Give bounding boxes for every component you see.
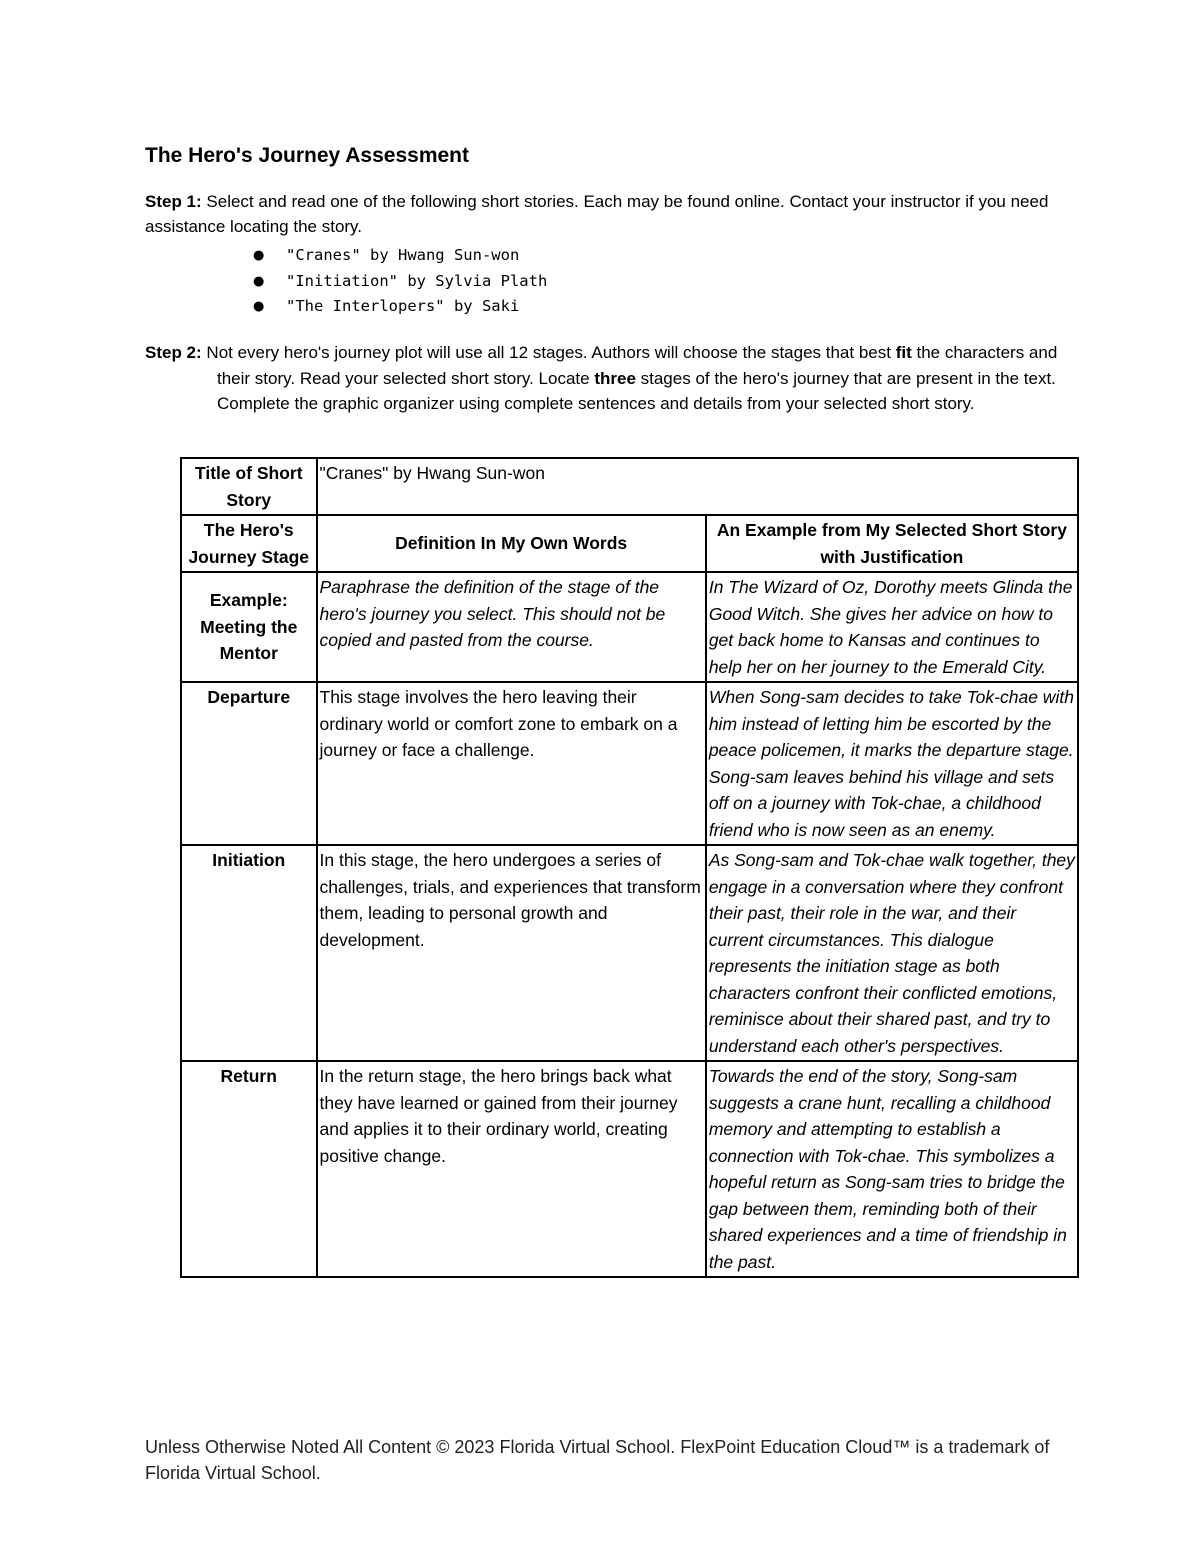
- example-cell: As Song-sam and Tok-chae walk together, they engage in a conversation where they confront their past, their role in the war, and their current circumstances. This dialogue represents the initiation stage as both characters confront their conflicted emotions, reminisce about their shared past, and try to understand each other's perspectives.: [706, 845, 1078, 1061]
- step-2-emphasis-three: three: [594, 368, 636, 388]
- list-item: [253, 243, 547, 269]
- list-item: [253, 269, 547, 295]
- stage-cell: Return: [181, 1061, 317, 1277]
- title-value-cell: "Cranes" by Hwang Sun-won: [317, 458, 1079, 515]
- story-option: "The Interlopers" by Saki: [286, 297, 520, 315]
- definition-cell: This stage involves the hero leaving their ordinary world or comfort zone to embark on a journey or face a challenge.: [317, 682, 706, 845]
- definition-cell: In the return stage, the hero brings back what they have learned or gained from their journey and applies it to their ordinary world, creating positive change.: [317, 1061, 706, 1277]
- step-2-emphasis-fit: fit: [895, 343, 912, 362]
- step-2-text-b: the characters and their story. Read your selected short story. Locate: [217, 343, 1058, 388]
- table-row: [181, 845, 1078, 1061]
- table-row: [181, 682, 1078, 845]
- story-list: [253, 243, 547, 320]
- step-1-instructions: [145, 189, 1085, 239]
- title-row: [181, 458, 1078, 515]
- stage-cell: Initiation: [181, 845, 317, 1061]
- stage-cell: Departure: [181, 682, 317, 845]
- story-option: "Initiation" by Sylvia Plath: [286, 271, 548, 290]
- table-row: [181, 1061, 1078, 1277]
- page-title: The Hero's Journey Assessment: [145, 144, 470, 167]
- step-1-text: Select and read one of the following short stories. Each may be found online. Contact your instructor if you need assistance locating the story.: [145, 192, 1049, 236]
- title-label-cell: Title of Short Story: [181, 458, 317, 515]
- step-2-body: [145, 340, 1065, 417]
- step-2-text-c: stages of the hero's journey that are present in the text. Complete the graphic organizer using complete sentences and details from your selected short story.: [217, 368, 1056, 414]
- header-definition: Definition In My Own Words: [317, 515, 706, 572]
- bullet-icon: ●: [253, 248, 265, 263]
- definition-cell: In this stage, the hero undergoes a series of challenges, trials, and experiences that transform them, leading to personal growth and development.: [317, 845, 706, 1061]
- bullet-icon: ●: [253, 299, 265, 314]
- table-row: [181, 572, 1078, 682]
- example-cell: Towards the end of the story, Song-sam suggests a crane hunt, recalling a childhood memory and attempting to establish a connection with Tok-chae. This symbolizes a hopeful return as Song-sam tries to bridge the gap between them, reminding both of their shared experiences and a time of friendship in the past.: [706, 1061, 1078, 1277]
- stage-cell: Example: Meeting the Mentor: [181, 572, 317, 682]
- step-1-label: Step 1:: [145, 192, 202, 211]
- list-item: [253, 294, 547, 320]
- definition-cell: Paraphrase the definition of the stage of the hero's journey you select. This should not be copied and pasted from the course.: [317, 572, 706, 682]
- step-2-instructions: [145, 340, 1065, 417]
- example-cell: In The Wizard of Oz, Dorothy meets Glinda the Good Witch. She gives her advice on how to get back home to Kansas and continues to help her on her journey to the Emerald City.: [706, 572, 1078, 682]
- header-row: [181, 515, 1078, 572]
- header-stage: The Hero's Journey Stage: [181, 515, 317, 572]
- graphic-organizer-table: [180, 457, 1079, 1278]
- step-2-text-a: Not every hero's journey plot will use all 12 stages. Authors will choose the stages that best: [201, 343, 896, 362]
- step-2-label: Step 2:: [145, 343, 202, 362]
- header-example: An Example from My Selected Short Story with Justification: [706, 515, 1078, 572]
- story-option: "Cranes" by Hwang Sun-won: [286, 246, 520, 264]
- bullet-icon: ●: [253, 273, 265, 289]
- copyright-footer: Unless Otherwise Noted All Content © 2023 Florida Virtual School. FlexPoint Education Cloud™ is a trademark of Florida Virtual School.: [145, 1437, 1050, 1483]
- example-cell: When Song-sam decides to take Tok-chae with him instead of letting him be escorted by the peace policemen, it marks the departure stage. Song-sam leaves behind his village and sets off on a journey with Tok-chae, a childhood friend who is now seen as an enemy.: [706, 682, 1078, 845]
